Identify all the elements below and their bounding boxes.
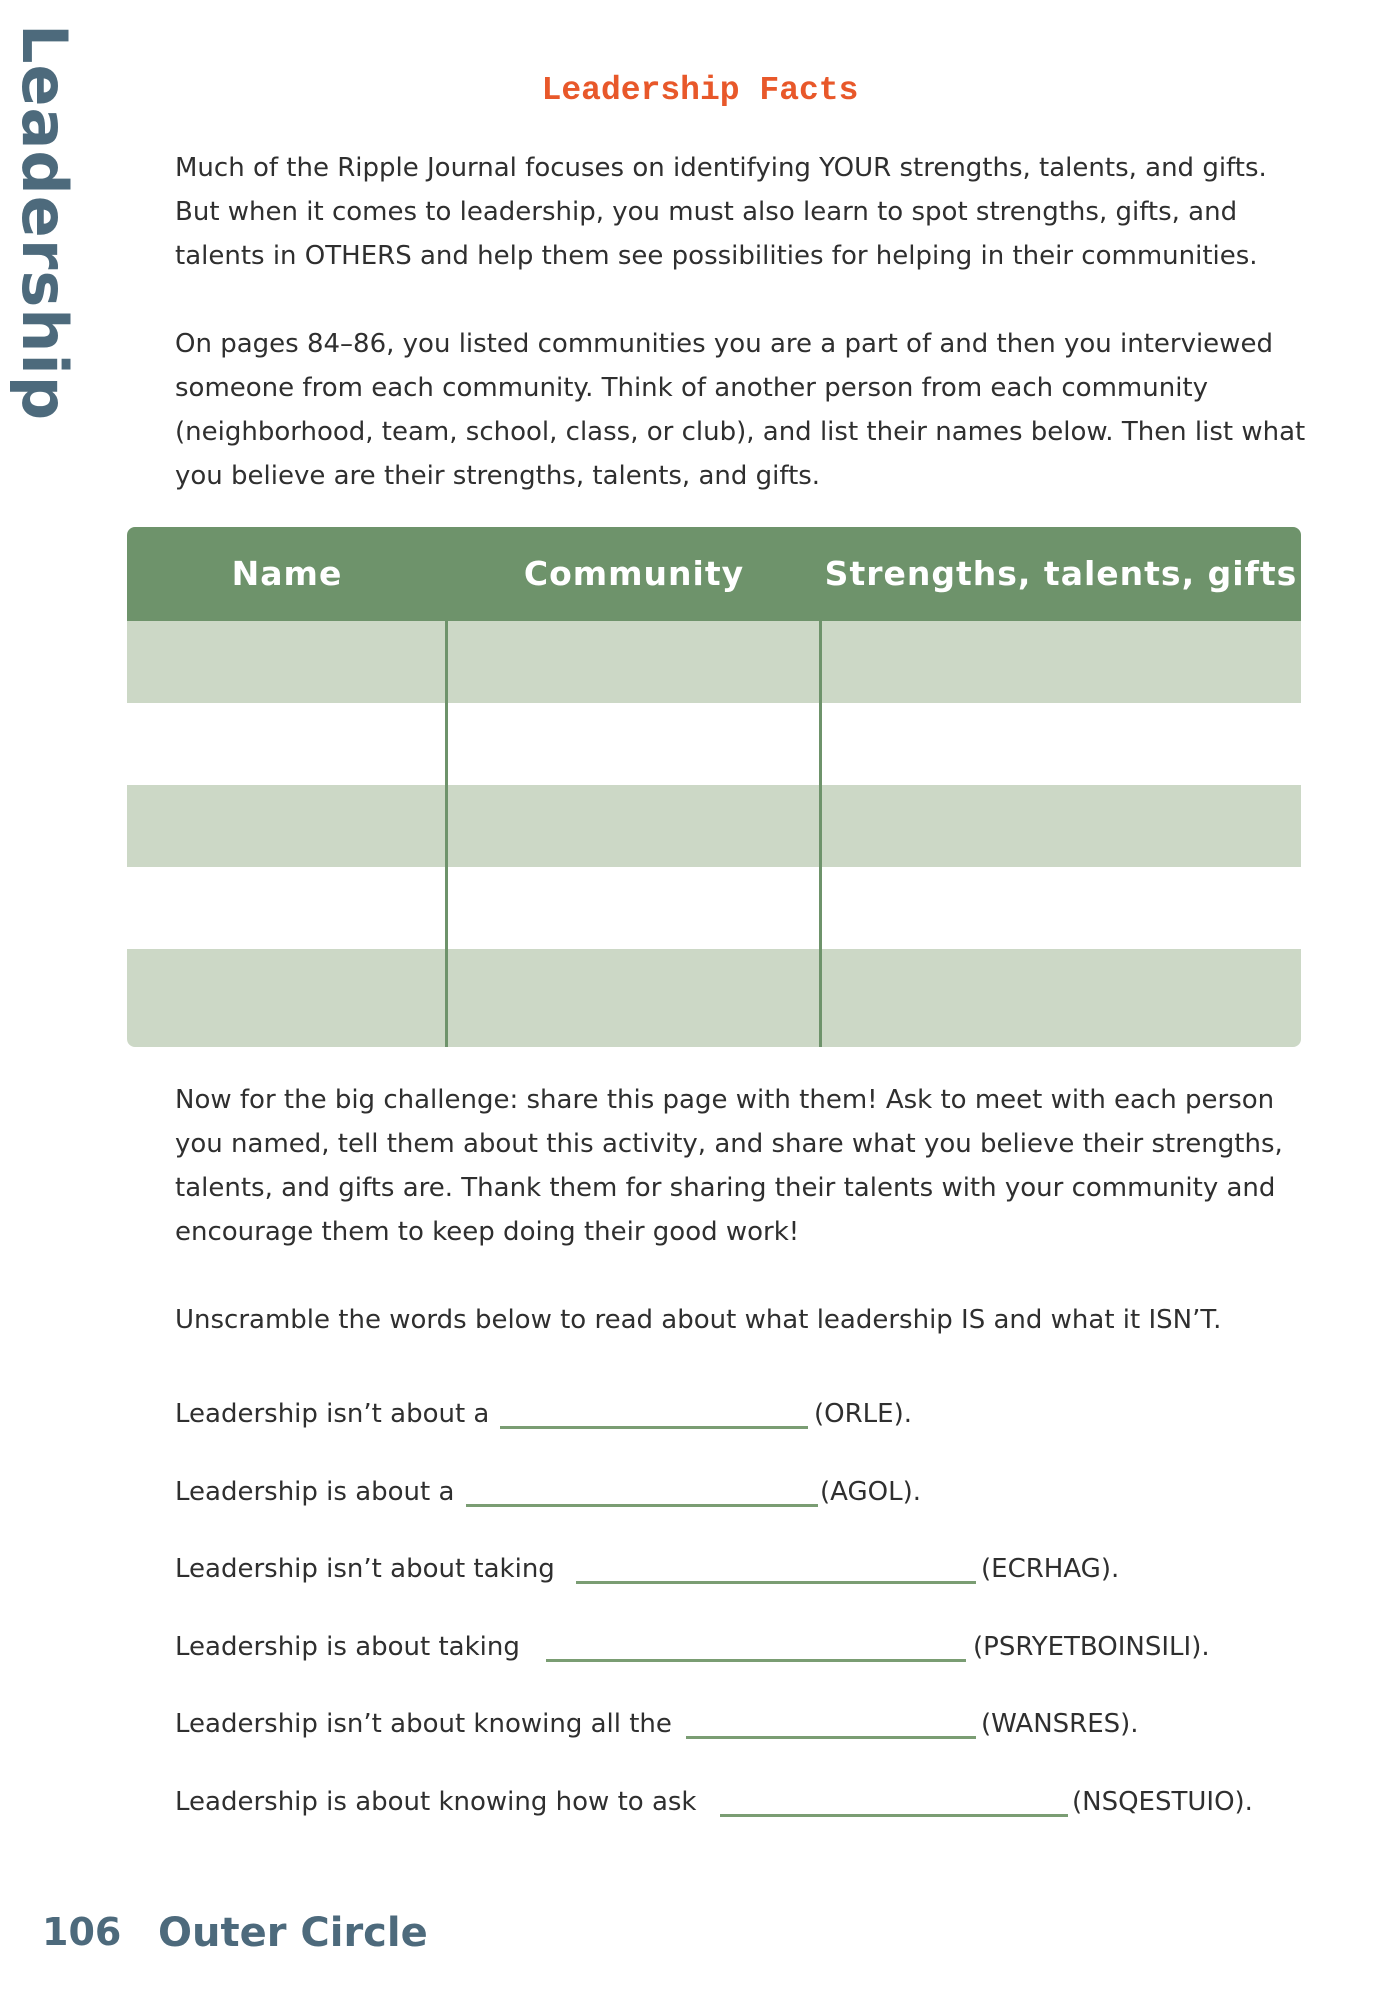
answer-blank[interactable] xyxy=(500,1426,808,1429)
table-row[interactable] xyxy=(127,621,1301,703)
page-number: 106 xyxy=(42,1910,122,1954)
answer-blank[interactable] xyxy=(546,1659,966,1662)
page-title: Leadership Facts xyxy=(541,72,859,109)
scrambled-word: (PSRYETBOINSILI). xyxy=(973,1632,1210,1662)
answer-blank[interactable] xyxy=(720,1814,1068,1817)
unscramble-prefix: Leadership is about taking xyxy=(175,1632,520,1662)
scrambled-word: (NSQESTUIO). xyxy=(1072,1787,1253,1817)
instructions-paragraph: On pages 84–86, you listed communities you are a part of and then you interviewed someone from each community. Think of another person from each community (neighborhood, team, school, class, or club), and list their names below. Then list what you believe are their strengths, talents, and gifts. xyxy=(175,329,1306,491)
scrambled-word: (WANSRES). xyxy=(981,1709,1139,1739)
scrambled-word: (ECRHAG). xyxy=(981,1554,1120,1584)
table-row[interactable] xyxy=(127,703,1301,785)
unscramble-prefix: Leadership isn’t about taking xyxy=(175,1554,555,1584)
intro-paragraph: Much of the Ripple Journal focuses on identifying YOUR strengths, talents, and gifts. But when it comes to leadership, you must also learn to spot strengths, gifts, and talents in OTHERS and help them see possibilities for helping in their communities. xyxy=(175,153,1267,271)
table-row[interactable] xyxy=(127,785,1301,867)
side-section-title: Leadership xyxy=(8,24,81,422)
column-divider xyxy=(819,527,822,1047)
unscramble-instructions: Unscramble the words below to read about what leadership IS and what it ISN’T. xyxy=(175,1305,1222,1335)
unscramble-prefix: Leadership isn’t about knowing all the xyxy=(175,1709,672,1739)
unscramble-prefix: Leadership is about a xyxy=(175,1477,455,1507)
column-divider xyxy=(445,527,448,1047)
scrambled-word: (ORLE). xyxy=(814,1399,912,1429)
strengths-table xyxy=(127,527,1301,1047)
table-header xyxy=(127,527,1301,621)
unscramble-prefix: Leadership isn’t about a xyxy=(175,1399,490,1429)
scrambled-word: (AGOL). xyxy=(820,1477,921,1507)
table-row[interactable] xyxy=(127,949,1301,1047)
challenge-paragraph: Now for the big challenge: share this page with them! Ask to meet with each person you named, tell them about this activity, and share what you believe their strengths, talents, and gifts are. Thank them for sharing their talents with your community and encourage them to keep doing their good work! xyxy=(175,1085,1283,1247)
answer-blank[interactable] xyxy=(466,1504,818,1507)
column-header-community: Community xyxy=(523,554,745,593)
table-row[interactable] xyxy=(127,867,1301,949)
answer-blank[interactable] xyxy=(686,1736,976,1739)
column-header-name: Name xyxy=(231,554,343,593)
unscramble-prefix: Leadership is about knowing how to ask xyxy=(175,1787,697,1817)
answer-blank[interactable] xyxy=(576,1581,976,1584)
section-name: Outer Circle xyxy=(158,1910,428,1956)
column-header-strengths: Strengths, talents, gifts xyxy=(824,554,1298,593)
